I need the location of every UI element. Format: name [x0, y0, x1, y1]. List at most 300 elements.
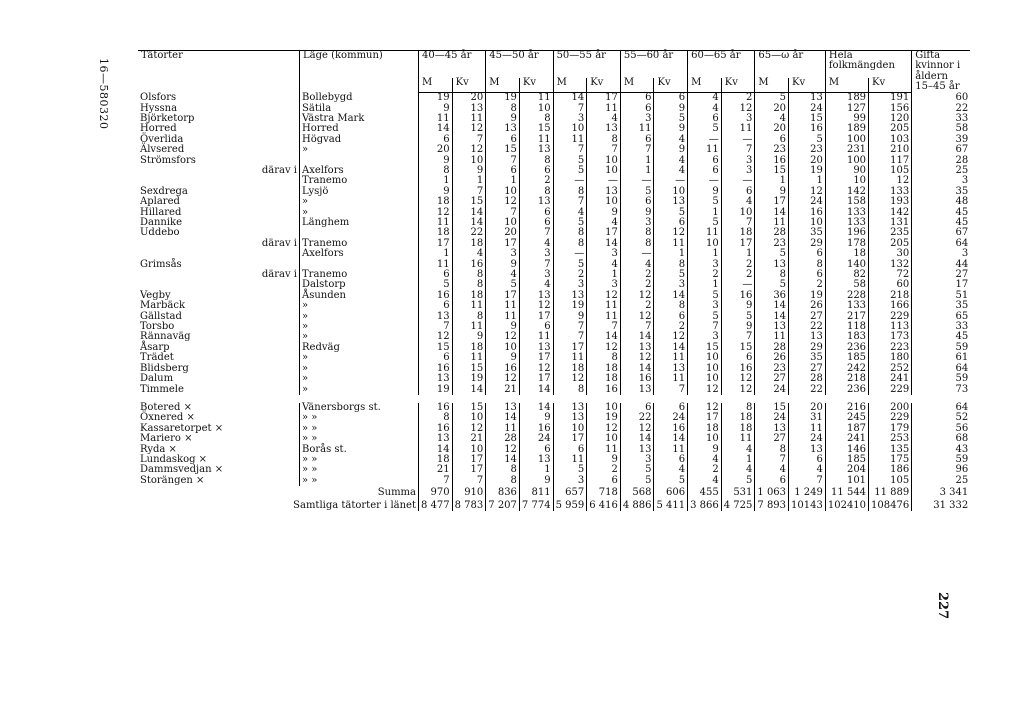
- value-cell: 16: [587, 385, 621, 395]
- value-cell: 3: [912, 249, 971, 259]
- value-cell: 39: [912, 135, 971, 145]
- value-cell: 196: [825, 228, 868, 238]
- value-cell: 204: [825, 465, 868, 475]
- value-cell: 10: [553, 124, 587, 134]
- header-group: 40—45 år: [419, 51, 486, 79]
- value-cell: 14: [553, 93, 587, 104]
- place-name: därav i: [261, 269, 297, 281]
- value-cell: 11: [553, 353, 587, 363]
- value-cell: 3: [688, 260, 722, 270]
- value-cell: 18: [452, 343, 486, 353]
- value-cell: 1: [688, 280, 722, 290]
- place-name: Gällstad: [140, 310, 182, 322]
- value-cell: 245: [825, 413, 868, 423]
- place-name: därav i: [261, 164, 297, 176]
- value-cell: 11: [486, 424, 520, 434]
- value-cell: 9: [587, 455, 621, 465]
- kommun-name: Redväg: [300, 343, 419, 353]
- place-name: Rännaväg: [140, 331, 191, 343]
- value-cell: 9: [486, 260, 520, 270]
- value-cell: 12: [587, 343, 621, 353]
- value-cell: 10: [519, 104, 553, 114]
- value-cell: 12: [452, 424, 486, 434]
- value-cell: 8: [755, 270, 789, 280]
- value-cell: 22: [789, 322, 826, 332]
- value-cell: 11: [755, 332, 789, 342]
- value-cell: 11: [789, 424, 826, 434]
- value-cell: 14: [452, 218, 486, 228]
- value-cell: 1: [654, 249, 688, 259]
- value-cell: 18: [452, 239, 486, 249]
- value-cell: 14: [755, 208, 789, 218]
- value-cell: 1 249: [789, 486, 826, 498]
- kommun-name: »: [300, 332, 419, 342]
- value-cell: 17: [553, 343, 587, 353]
- value-cell: 12: [419, 332, 453, 342]
- value-cell: 36: [755, 291, 789, 301]
- value-cell: 3: [721, 166, 755, 176]
- value-cell: 235: [869, 228, 912, 238]
- place-name: Ryda ×: [140, 443, 177, 455]
- value-cell: 142: [825, 187, 868, 197]
- value-cell: 13: [519, 343, 553, 353]
- value-cell: 11: [654, 353, 688, 363]
- value-cell: 29: [789, 343, 826, 353]
- value-cell: 100: [825, 156, 868, 166]
- kommun-name: »: [300, 312, 419, 322]
- value-cell: 7: [486, 156, 520, 166]
- value-cell: 23: [755, 364, 789, 374]
- value-cell: 1: [620, 156, 654, 166]
- kommun-name: »: [300, 374, 419, 384]
- value-cell: 96: [912, 465, 971, 475]
- value-cell: 9: [654, 104, 688, 114]
- value-cell: 11: [688, 228, 722, 238]
- place-name: Sexdrega: [140, 185, 188, 197]
- value-cell: 6: [721, 187, 755, 197]
- kommun-name: Axelfors: [300, 249, 419, 259]
- value-cell: 12: [620, 291, 654, 301]
- value-cell: 13: [789, 445, 826, 455]
- value-cell: 16: [519, 424, 553, 434]
- value-cell: 185: [825, 455, 868, 465]
- value-cell: 3: [654, 280, 688, 290]
- separator-cell: [138, 395, 970, 403]
- place-name: Blidsberg: [140, 362, 189, 374]
- value-cell: 11: [419, 114, 453, 124]
- value-cell: 11: [587, 104, 621, 114]
- value-cell: 13: [654, 197, 688, 207]
- value-cell: 64: [912, 364, 971, 374]
- value-cell: 1: [419, 176, 453, 186]
- value-cell: 22: [789, 385, 826, 395]
- kommun-name: Tranemo: [300, 270, 419, 280]
- value-cell: 11: [553, 455, 587, 465]
- value-cell: 20: [789, 403, 826, 413]
- value-cell: 14: [654, 434, 688, 444]
- table-row: [138, 322, 970, 332]
- value-cell: 12: [688, 385, 722, 395]
- value-cell: 14: [419, 445, 453, 455]
- value-cell: 6: [419, 270, 453, 280]
- value-cell: 5: [755, 93, 789, 104]
- header-lage: Läge (kommun): [300, 51, 419, 93]
- table-row: [138, 465, 970, 475]
- value-cell: 12: [789, 187, 826, 197]
- table-row: [138, 104, 970, 114]
- value-cell: 15: [452, 364, 486, 374]
- value-cell: 7: [553, 145, 587, 155]
- value-cell: 15: [519, 124, 553, 134]
- value-cell: 13: [755, 322, 789, 332]
- value-cell: 16: [755, 156, 789, 166]
- header-gifta: Gifta kvinnor i åldern 15–45 år: [912, 51, 971, 93]
- value-cell: 35: [912, 301, 971, 311]
- value-cell: 18: [553, 364, 587, 374]
- value-cell: 18: [419, 455, 453, 465]
- value-cell: 12: [553, 374, 587, 384]
- value-cell: 7: [721, 218, 755, 228]
- value-cell: 13: [620, 445, 654, 455]
- value-cell: 187: [825, 424, 868, 434]
- value-cell: 12: [486, 374, 520, 384]
- value-cell: 8: [553, 385, 587, 395]
- value-cell: 14: [452, 208, 486, 218]
- value-cell: 205: [869, 124, 912, 134]
- place-name: Vegby: [140, 289, 171, 301]
- value-cell: 2: [688, 465, 722, 475]
- value-cell: 11: [519, 332, 553, 342]
- value-cell: 29: [789, 239, 826, 249]
- table-header: [138, 51, 970, 93]
- value-cell: 17: [587, 93, 621, 104]
- value-cell: 12: [519, 301, 553, 311]
- value-cell: 7: [620, 322, 654, 332]
- kommun-name: »: [300, 197, 419, 207]
- value-cell: 1: [789, 176, 826, 186]
- value-cell: 3: [553, 476, 587, 486]
- value-cell: 17: [553, 434, 587, 444]
- value-cell: 10: [587, 156, 621, 166]
- table-row: [138, 424, 970, 434]
- value-cell: 6: [654, 403, 688, 413]
- value-cell: 11: [486, 312, 520, 322]
- kommun-name: » »: [300, 424, 419, 434]
- value-cell: 3: [486, 249, 520, 259]
- value-cell: 132: [869, 260, 912, 270]
- header-group: 55—60 år: [620, 51, 687, 79]
- table-row: [138, 445, 970, 455]
- value-cell: 12: [486, 332, 520, 342]
- value-cell: 5: [721, 312, 755, 322]
- value-cell: 10: [789, 218, 826, 228]
- value-cell: 17: [486, 291, 520, 301]
- value-cell: 8: [620, 228, 654, 238]
- value-cell: 14: [620, 364, 654, 374]
- value-cell: 185: [825, 353, 868, 363]
- value-cell: 13: [419, 374, 453, 384]
- value-cell: 4: [452, 249, 486, 259]
- value-cell: 1: [419, 249, 453, 259]
- value-cell: —: [688, 176, 722, 186]
- value-cell: —: [688, 135, 722, 145]
- value-cell: 4: [755, 114, 789, 124]
- value-cell: 16: [419, 291, 453, 301]
- value-cell: 6: [519, 166, 553, 176]
- value-cell: 48: [912, 197, 971, 207]
- header-kv: Kv: [721, 78, 755, 92]
- value-cell: 6: [789, 455, 826, 465]
- value-cell: 8: [519, 187, 553, 197]
- row-separator: [138, 395, 970, 403]
- value-cell: 16: [620, 374, 654, 384]
- value-cell: 4: [519, 239, 553, 249]
- value-cell: 2: [620, 301, 654, 311]
- value-cell: 120: [869, 114, 912, 124]
- value-cell: 6 416: [587, 499, 621, 511]
- kommun-name: Högvad: [300, 135, 419, 145]
- value-cell: 11: [587, 301, 621, 311]
- value-cell: 13: [654, 364, 688, 374]
- value-cell: 13: [587, 187, 621, 197]
- summary-row: [138, 486, 970, 498]
- value-cell: 133: [825, 208, 868, 218]
- header-kv: Kv: [519, 78, 553, 92]
- value-cell: 3 866: [688, 499, 722, 511]
- value-cell: 1: [452, 176, 486, 186]
- value-cell: 100: [825, 135, 868, 145]
- table-body: [138, 93, 970, 511]
- value-cell: 8: [553, 228, 587, 238]
- table-row: [138, 218, 970, 228]
- value-cell: 12: [486, 197, 520, 207]
- value-cell: 8: [620, 239, 654, 249]
- value-cell: 12: [721, 104, 755, 114]
- value-cell: 19: [486, 93, 520, 104]
- value-cell: 17: [688, 413, 722, 423]
- value-cell: 9: [486, 114, 520, 124]
- value-cell: 6: [620, 197, 654, 207]
- value-cell: 7 207: [486, 499, 520, 511]
- value-cell: 28: [755, 228, 789, 238]
- value-cell: 9: [721, 301, 755, 311]
- place-name: Lundaskog ×: [140, 453, 208, 465]
- kommun-name: » »: [300, 413, 419, 423]
- value-cell: 19: [587, 413, 621, 423]
- value-cell: —: [654, 176, 688, 186]
- value-cell: 11: [452, 322, 486, 332]
- value-cell: 9: [755, 187, 789, 197]
- value-cell: 105: [869, 476, 912, 486]
- value-cell: 6: [620, 93, 654, 104]
- value-cell: 24: [789, 197, 826, 207]
- value-cell: 9: [587, 208, 621, 218]
- value-cell: 22: [912, 104, 971, 114]
- value-cell: 8: [789, 260, 826, 270]
- value-cell: 31: [789, 413, 826, 423]
- value-cell: 4: [654, 166, 688, 176]
- value-cell: 11: [452, 353, 486, 363]
- value-cell: 45: [912, 218, 971, 228]
- value-cell: 59: [912, 455, 971, 465]
- place-name: Hillared: [140, 206, 182, 218]
- value-cell: 10: [688, 374, 722, 384]
- value-cell: 8: [519, 156, 553, 166]
- value-cell: 17: [452, 455, 486, 465]
- value-cell: 1: [620, 166, 654, 176]
- value-cell: 970: [419, 486, 453, 498]
- value-cell: 13: [519, 455, 553, 465]
- value-cell: 16: [789, 208, 826, 218]
- value-cell: 7: [486, 208, 520, 218]
- value-cell: 5: [486, 280, 520, 290]
- value-cell: 27: [789, 312, 826, 322]
- value-cell: 10: [452, 445, 486, 455]
- value-cell: 12: [654, 228, 688, 238]
- value-cell: 61: [912, 353, 971, 363]
- value-cell: 14: [519, 385, 553, 395]
- value-cell: 5: [553, 465, 587, 475]
- summary-row: [138, 499, 970, 511]
- value-cell: 6: [519, 322, 553, 332]
- value-cell: 10: [721, 208, 755, 218]
- value-cell: 166: [869, 301, 912, 311]
- value-cell: 5: [654, 208, 688, 218]
- table-row: [138, 270, 970, 280]
- value-cell: 3: [587, 280, 621, 290]
- value-cell: 7: [452, 135, 486, 145]
- value-cell: 17: [519, 374, 553, 384]
- value-cell: 186: [869, 465, 912, 475]
- value-cell: 8: [452, 270, 486, 280]
- value-cell: 16: [721, 291, 755, 301]
- value-cell: 118: [825, 322, 868, 332]
- value-cell: 11: [721, 434, 755, 444]
- value-cell: 9: [452, 166, 486, 176]
- value-cell: 7: [519, 228, 553, 238]
- value-cell: —: [721, 280, 755, 290]
- value-cell: 2: [620, 270, 654, 280]
- value-cell: 18: [419, 197, 453, 207]
- value-cell: 101: [825, 476, 868, 486]
- place-name: Dalum: [140, 373, 174, 385]
- value-cell: 2: [620, 280, 654, 290]
- value-cell: 6: [419, 301, 453, 311]
- value-cell: 12: [721, 385, 755, 395]
- value-cell: 12: [620, 353, 654, 363]
- value-cell: 205: [869, 239, 912, 249]
- summary-label: Samtliga tätorter i länet: [293, 499, 416, 511]
- value-cell: 228: [825, 291, 868, 301]
- value-cell: 14: [654, 343, 688, 353]
- value-cell: 5: [789, 135, 826, 145]
- value-cell: 31 332: [912, 499, 971, 511]
- value-cell: 2: [688, 270, 722, 280]
- value-cell: 6: [553, 445, 587, 455]
- value-cell: 229: [869, 312, 912, 322]
- value-cell: 4: [486, 270, 520, 280]
- value-cell: 173: [869, 332, 912, 342]
- value-cell: 6: [789, 270, 826, 280]
- table-row: [138, 280, 970, 290]
- value-cell: 142: [869, 208, 912, 218]
- value-cell: 24: [654, 413, 688, 423]
- value-cell: 9: [553, 312, 587, 322]
- value-cell: 33: [912, 114, 971, 124]
- value-cell: 241: [869, 374, 912, 384]
- value-cell: 11: [553, 135, 587, 145]
- value-cell: 6: [587, 476, 621, 486]
- value-cell: 13: [620, 343, 654, 353]
- value-cell: 133: [825, 301, 868, 311]
- value-cell: 140: [825, 260, 868, 270]
- value-cell: 16: [654, 424, 688, 434]
- value-cell: 4: [654, 156, 688, 166]
- value-cell: 3: [620, 218, 654, 228]
- kommun-name: » »: [300, 465, 419, 475]
- value-cell: 10: [587, 166, 621, 176]
- value-cell: 58: [912, 124, 971, 134]
- value-cell: 6: [755, 135, 789, 145]
- kommun-name: Tranemo: [300, 239, 419, 249]
- value-cell: 11 544: [825, 486, 868, 498]
- value-cell: 657: [553, 486, 587, 498]
- value-cell: 64: [912, 403, 971, 413]
- value-cell: 242: [825, 364, 868, 374]
- value-cell: 7: [553, 332, 587, 342]
- value-cell: 13: [755, 260, 789, 270]
- value-cell: 16: [721, 364, 755, 374]
- value-cell: —: [587, 176, 621, 186]
- value-cell: 17: [721, 239, 755, 249]
- page-number: 227: [935, 592, 950, 620]
- value-cell: 183: [825, 332, 868, 342]
- value-cell: 253: [869, 434, 912, 444]
- value-cell: 11: [452, 301, 486, 311]
- value-cell: 13: [419, 434, 453, 444]
- value-cell: 910: [452, 486, 486, 498]
- kommun-name: » »: [300, 476, 419, 486]
- value-cell: 10: [452, 156, 486, 166]
- value-cell: 180: [869, 353, 912, 363]
- value-cell: 5: [721, 476, 755, 486]
- kommun-name: »: [300, 208, 419, 218]
- value-cell: 18: [825, 249, 868, 259]
- header-tatorter: Tätorter: [138, 51, 300, 93]
- value-cell: 7: [789, 476, 826, 486]
- value-cell: 24: [789, 434, 826, 444]
- value-cell: 5: [688, 124, 722, 134]
- value-cell: 4: [587, 218, 621, 228]
- place-name: Överlida: [140, 133, 184, 145]
- value-cell: 3: [688, 332, 722, 342]
- value-cell: 5: [654, 270, 688, 280]
- value-cell: 13: [789, 93, 826, 104]
- value-cell: 19: [789, 166, 826, 176]
- kommun-name: Horred: [300, 124, 419, 134]
- value-cell: 8: [486, 104, 520, 114]
- kommun-name: »: [300, 353, 419, 363]
- value-cell: 3: [519, 270, 553, 280]
- value-cell: 52: [912, 413, 971, 423]
- value-cell: 33: [912, 322, 971, 332]
- value-cell: 5: [654, 114, 688, 124]
- value-cell: 1: [486, 176, 520, 186]
- value-cell: 15: [755, 166, 789, 176]
- side-label: 16—580320: [97, 58, 110, 130]
- value-cell: 8: [419, 166, 453, 176]
- value-cell: 105: [869, 166, 912, 176]
